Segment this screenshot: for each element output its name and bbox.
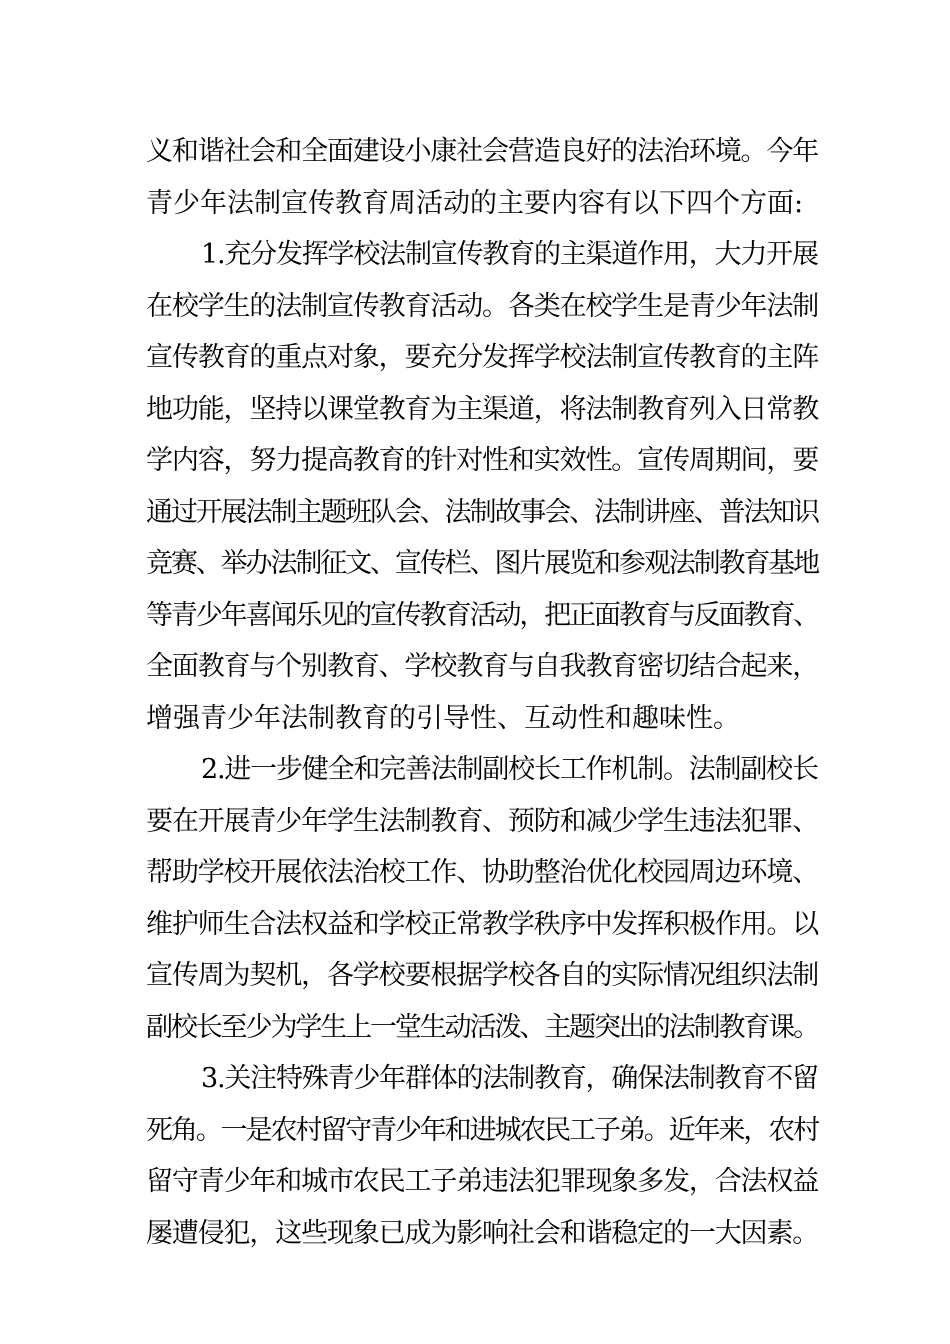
text-line: 学内容，努力提高教育的针对性和实效性。宣传周期间，要	[146, 445, 819, 476]
paragraph-first-line: 1.充分发挥学校法制宣传教育的主渠道作用，大力开展	[201, 239, 818, 270]
text-line: 在校学生的法制宣传教育活动。各类在校学生是青少年法制	[146, 290, 819, 322]
body-text	[146, 126, 818, 1259]
text-line: 通过开展法制主题班队会、法制故事会、法制讲座、普法知识	[146, 496, 819, 528]
text-line: 屡遭侵犯，这些现象已成为影响社会和谐稳定的一大因素。	[146, 1217, 819, 1249]
text-line: 宣传教育的重点对象，要充分发挥学校法制宣传教育的主阵	[146, 342, 819, 373]
text-line: 全面教育与个别教育、学校教育与自我教育密切结合起来，	[146, 651, 819, 682]
text-line: 等青少年喜闻乐见的宣传教育活动，把正面教育与反面教育、	[146, 599, 819, 631]
text-line: 增强青少年法制教育的引导性、互动性和趣味性。	[146, 702, 740, 734]
text-line: 副校长至少为学生上一堂生动活泼、主题突出的法制教育课。	[146, 1011, 819, 1043]
paragraph-first-line: 2.进一步健全和完善法制副校长工作机制。法制副校长	[201, 754, 818, 785]
text-line: 竞赛、举办法制征文、宣传栏、图片展览和参观法制教育基地	[146, 548, 819, 579]
text-line: 留守青少年和城市农民工子弟违法犯罪现象多发，合法权益	[146, 1166, 819, 1197]
text-line: 地功能，坚持以课堂教育为主渠道，将法制教育列入日常教	[146, 393, 819, 425]
paragraph-first-line: 3.关注特殊青少年群体的法制教育，确保法制教育不留	[201, 1063, 818, 1094]
text-line: 维护师生合法权益和学校正常教学秩序中发挥积极作用。以	[146, 908, 819, 940]
text-line: 要在开展青少年学生法制教育、预防和减少学生违法犯罪、	[146, 805, 819, 837]
text-line: 义和谐社会和全面建设小康社会营造良好的法治环境。今年	[146, 136, 819, 167]
text-line: 青少年法制宣传教育周活动的主要内容有以下四个方面:	[146, 187, 804, 219]
text-line: 死角。一是农村留守青少年和进城农民工子弟。近年来，农村	[146, 1114, 819, 1146]
text-line: 宣传周为契机，各学校要根据学校各自的实际情况组织法制	[146, 960, 819, 991]
text-line: 帮助学校开展依法治校工作、协助整治优化校园周边环境、	[146, 857, 819, 888]
